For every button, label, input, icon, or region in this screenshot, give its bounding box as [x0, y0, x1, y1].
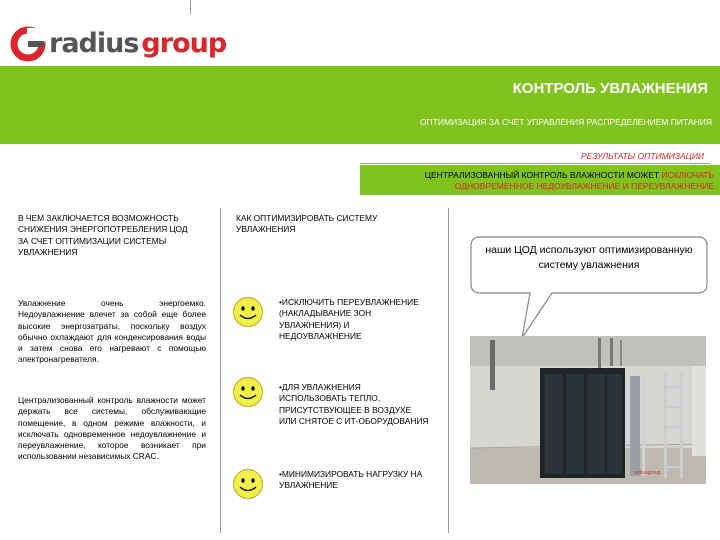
page-title: КОНТРОЛЬ УВЛАЖНЕНИЯ	[512, 80, 708, 97]
column-divider-2	[448, 208, 449, 533]
top-divider	[190, 0, 191, 14]
left-column-heading: В ЧЕМ ЗАКЛЮЧАЕТСЯ ВОЗМОЖНОСТЬ СНИЖЕНИЯ ЭНЕРГОПОТРЕБЛЕНИЯ ЦОД ЗА СЧЕТ ОПТИМИЗАЦИИ СИСТЕМЫ УВЛАЖНЕНИЯ	[18, 213, 188, 257]
brand-name-part2: group	[141, 28, 227, 59]
smiley-icon	[232, 376, 264, 408]
smiley-icon	[232, 296, 264, 328]
brand-name-part1: radius	[49, 28, 139, 59]
speech-bubble-text: наши ЦОД используют оптимизированную систему увлажнения	[485, 244, 693, 271]
left-column-paragraph-1: Увлажнение очень энергоемко. Недоувлажнение влечет за собой еще более высокие энергозатраты, поскольку воздух обычно охлаждают для конденсирования воды и затем снова его нагревают с помощью электронагревателя.	[18, 298, 206, 365]
results-label: РЕЗУЛЬТАТЫ ОПТИМИЗАЦИИ	[581, 151, 704, 161]
smiley-icon	[232, 468, 264, 500]
left-column-paragraph-2: Централизованный контроль влажности может держать все системы, обслуживающие помещение, в одном режиме влажности, и исключать одновременное недоувлажнение и переувлажнение, которое возникает при использовании независимых CRAC.	[18, 395, 206, 462]
header-band	[0, 66, 720, 144]
bullet-item: •ДЛЯ УВЛАЖНЕНИЯ ИСПОЛЬЗОВАТЬ ТЕПЛО, ПРИСУТСТВУЮЩЕЕ В ВОЗДУХЕ ИЛИ СНЯТОЕ С ИТ-ОБОРУДОВАНИЯ	[279, 382, 429, 426]
photo-watermark: radiusgroup	[634, 470, 661, 476]
bullet-item: •ИСКЛЮЧИТЬ ПЕРЕУВЛАЖНЕНИЕ (НАКЛАДЫВАНИЕ ЗОН УВЛАЖНЕНИЯ) И НЕДОУВЛАЖНЕНИЕ	[279, 297, 419, 341]
brand-logo	[10, 24, 226, 64]
page-subtitle: ОПТИМИЗАЦИЯ ЗА СЧЕТ УПРАВЛЕНИЯ РАСПРЕДЕЛЕНИЕМ ПИТАНИЯ	[419, 117, 712, 127]
datacenter-photo	[470, 336, 706, 484]
radiusgroup-logo-icon	[10, 26, 46, 62]
bullet-item: •МИНИМИЗИРОВАТЬ НАГРУЗКУ НА УВЛАЖНЕНИЕ	[279, 469, 423, 491]
results-text-highlight-line2: ОДНОВРЕМЕННОЕ НЕДОУВЛАЖНЕНИЕ И ПЕРЕУВЛАЖНЕНИЕ	[454, 181, 714, 191]
results-box	[360, 165, 720, 195]
column-divider-1	[220, 208, 221, 533]
results-text-highlight: ИСКЛЮЧАТЬ	[661, 170, 714, 180]
results-divider	[360, 163, 710, 164]
middle-column-heading: КАК ОПТИМИЗИРОВАТЬ СИСТЕМУ УВЛАЖНЕНИЯ	[236, 213, 378, 235]
results-text-plain: ЦЕНТРАЛИЗОВАННЫЙ КОНТРОЛЬ ВЛАЖНОСТИ МОЖЕТ	[424, 170, 662, 180]
